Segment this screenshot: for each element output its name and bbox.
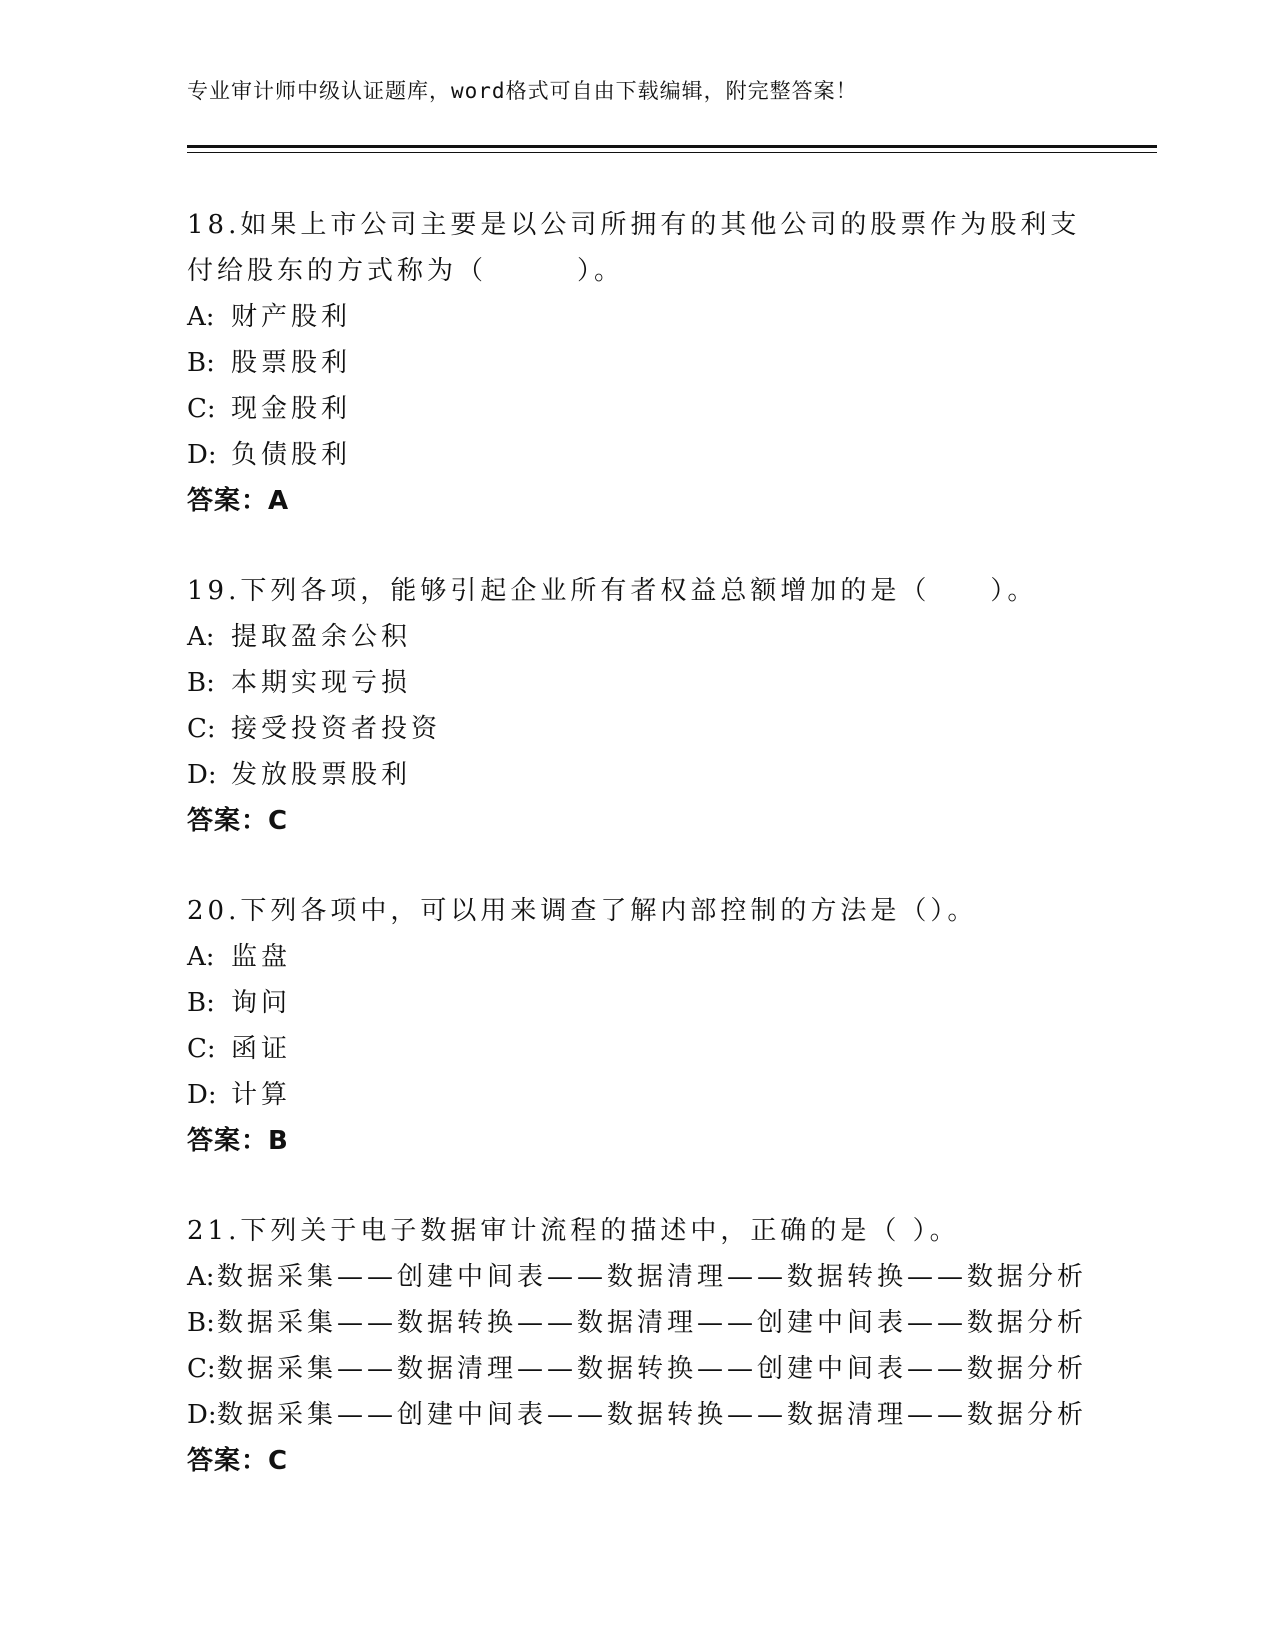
option-text: 数据采集——创建中间表——数据转换——数据清理——数据分析	[216, 1400, 1087, 1430]
option-a	[187, 294, 1087, 340]
question-19	[187, 568, 1087, 844]
option-text: 提取盈余公积	[231, 622, 412, 652]
option-text: 本期实现亏损	[231, 668, 412, 698]
option-letter: B:	[187, 668, 215, 698]
option-text: 财产股利	[231, 302, 352, 332]
answer: 答案：C	[187, 806, 289, 836]
option-letter: C:	[187, 394, 216, 424]
option-letter: A:	[187, 1262, 215, 1292]
option-c	[187, 1026, 1087, 1072]
option-a	[187, 934, 1087, 980]
question-number: 18.	[187, 210, 241, 240]
header-rule-thin	[187, 152, 1157, 153]
option-letter: A:	[187, 622, 215, 652]
option-text: 负债股利	[231, 440, 352, 470]
option-d	[187, 1392, 1087, 1438]
question-body: 下列各项中，可以用来调查了解内部控制的方法是（）。	[240, 896, 978, 926]
option-letter: C:	[187, 714, 216, 744]
option-letter: A:	[187, 302, 215, 332]
option-text: 发放股票股利	[231, 760, 412, 790]
header-rule-thick	[187, 145, 1157, 148]
question-18	[187, 202, 1087, 524]
option-d	[187, 752, 1087, 798]
option-text: 股票股利	[231, 348, 352, 378]
option-letter: B:	[187, 348, 215, 378]
option-d	[187, 432, 1087, 478]
option-letter: B:	[187, 988, 215, 1018]
question-text	[187, 202, 1087, 294]
question-number: 20.	[187, 896, 241, 926]
option-b	[187, 980, 1087, 1026]
option-text: 监盘	[231, 942, 292, 972]
option-b	[187, 340, 1087, 386]
option-letter: D:	[187, 440, 217, 470]
question-body: 下列关于电子数据审计流程的描述中，正确的是（ ）。	[240, 1216, 960, 1246]
answer: 答案：A	[187, 486, 290, 516]
option-letter: D:	[187, 1080, 217, 1110]
question-text	[187, 568, 1087, 614]
option-text: 现金股利	[231, 394, 352, 424]
option-letter: C:	[187, 1354, 216, 1384]
question-body: 下列各项，能够引起企业所有者权益总额增加的是（ ）。	[240, 576, 1038, 606]
option-letter: A:	[187, 942, 215, 972]
option-b	[187, 1300, 1087, 1346]
option-c	[187, 706, 1087, 752]
option-text: 计算	[231, 1080, 292, 1110]
option-letter: D:	[187, 760, 217, 790]
option-text: 接受投资者投资	[231, 714, 442, 744]
option-letter: C:	[187, 1034, 216, 1064]
question-number: 21.	[187, 1216, 241, 1246]
document-header: 专业审计师中级认证题库，word格式可自由下载编辑，附完整答案！	[187, 79, 858, 103]
answer: 答案：C	[187, 1446, 289, 1476]
question-21	[187, 1208, 1087, 1484]
question-text	[187, 888, 1087, 934]
option-a	[187, 614, 1087, 660]
option-text: 数据采集——数据清理——数据转换——创建中间表——数据分析	[216, 1354, 1087, 1384]
question-20	[187, 888, 1087, 1164]
option-letter: D:	[187, 1400, 217, 1430]
question-text	[187, 1208, 1087, 1254]
option-d	[187, 1072, 1087, 1118]
option-text: 数据采集——数据转换——数据清理——创建中间表——数据分析	[216, 1308, 1087, 1338]
option-text: 函证	[231, 1034, 292, 1064]
option-a	[187, 1254, 1087, 1300]
option-b	[187, 660, 1087, 706]
option-c	[187, 1346, 1087, 1392]
option-text: 数据采集——创建中间表——数据清理——数据转换——数据分析	[216, 1262, 1087, 1292]
option-text: 询问	[231, 988, 292, 1018]
answer: 答案：B	[187, 1126, 289, 1156]
option-c	[187, 386, 1087, 432]
question-number: 19.	[187, 576, 241, 606]
option-letter: B:	[187, 1308, 215, 1338]
question-body: 如果上市公司主要是以公司所拥有的其他公司的股票作为股利支付给股东的方式称为（ ）。	[187, 210, 1081, 286]
